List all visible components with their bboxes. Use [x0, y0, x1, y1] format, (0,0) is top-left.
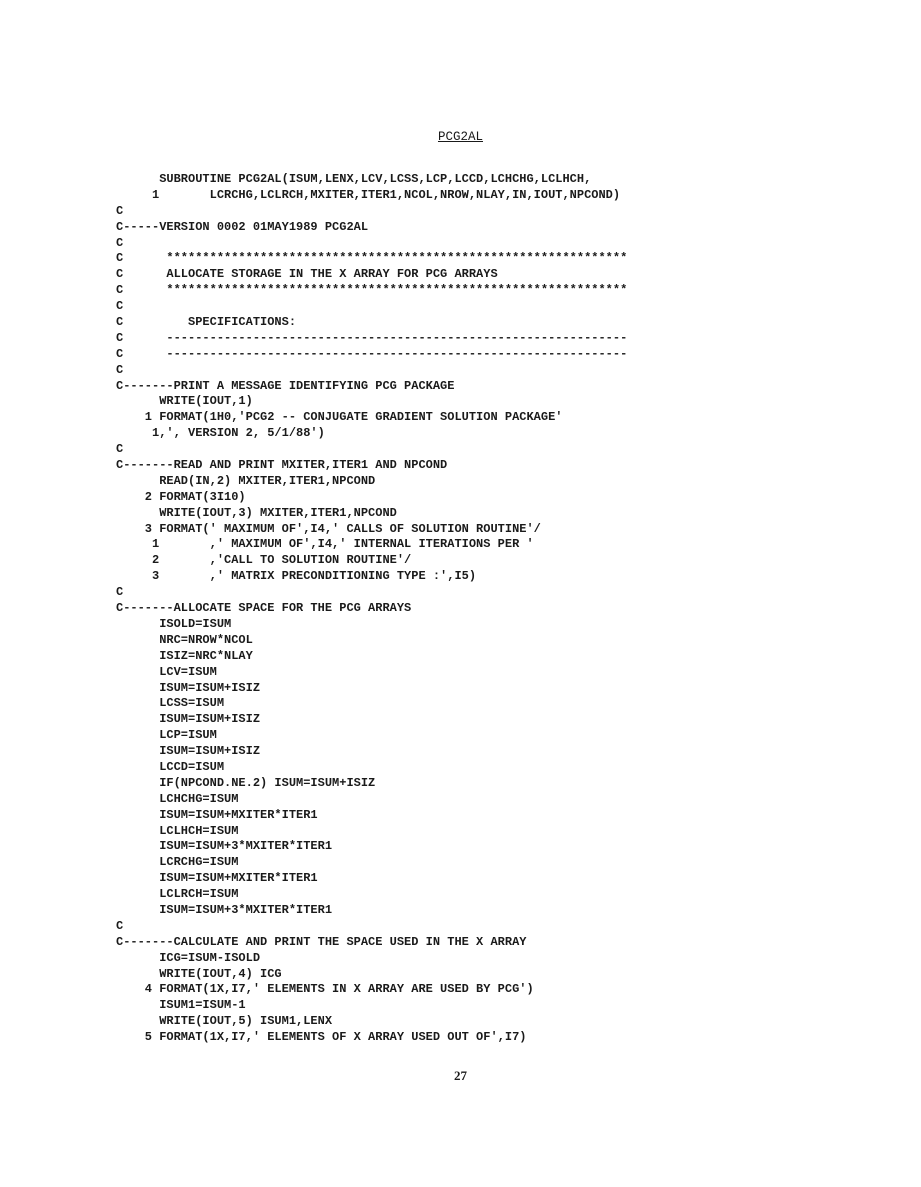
- code-line: LCP=ISUM: [116, 728, 217, 743]
- code-line: ISUM=ISUM+ISIZ: [116, 744, 261, 759]
- code-line: 2 FORMAT(3I10): [116, 489, 246, 504]
- code-line: 1 ,' MAXIMUM OF',I4,' INTERNAL ITERATIONS PER ': [116, 537, 534, 552]
- code-line: C: [116, 362, 124, 377]
- code-line: ISUM=ISUM+ISIZ: [116, 680, 261, 695]
- code-line: WRITE(IOUT,3) MXITER,ITER1,NPCOND: [116, 505, 397, 520]
- code-line: C SPECIFICATIONS:: [116, 315, 297, 330]
- code-line: IF(NPCOND.NE.2) ISUM=ISUM+ISIZ: [116, 775, 376, 790]
- code-line: ICG=ISUM-ISOLD: [116, 950, 261, 965]
- code-line: READ(IN,2) MXITER,ITER1,NPCOND: [116, 473, 376, 488]
- code-line: LCSS=ISUM: [116, 696, 225, 711]
- code-line: C ----------------------------------------------------------------: [116, 330, 628, 345]
- code-line: LCRCHG=ISUM: [116, 855, 239, 870]
- code-line: ISIZ=NRC*NLAY: [116, 648, 253, 663]
- code-line: 5 FORMAT(1X,I7,' ELEMENTS OF X ARRAY USED OUT OF',I7): [116, 1030, 527, 1045]
- code-line: ISUM=ISUM+MXITER*ITER1: [116, 871, 318, 886]
- code-line: C-------CALCULATE AND PRINT THE SPACE USED IN THE X ARRAY: [116, 934, 527, 949]
- code-line: 1,', VERSION 2, 5/1/88'): [116, 426, 325, 441]
- code-line: ISUM=ISUM+3*MXITER*ITER1: [116, 839, 333, 854]
- page-number: 27: [454, 1068, 467, 1083]
- code-line: ISUM=ISUM+ISIZ: [116, 712, 261, 727]
- code-line: C ALLOCATE STORAGE IN THE X ARRAY FOR PCG ARRAYS: [116, 267, 498, 282]
- code-line: WRITE(IOUT,5) ISUM1,LENX: [116, 1014, 333, 1029]
- code-line: C-------ALLOCATE SPACE FOR THE PCG ARRAYS: [116, 601, 412, 616]
- code-line: WRITE(IOUT,1): [116, 394, 253, 409]
- code-line: 2 ,'CALL TO SOLUTION ROUTINE'/: [116, 553, 412, 568]
- code-line: C ****************************************************************: [116, 251, 628, 266]
- code-line: 3 ,' MATRIX PRECONDITIONING TYPE :',I5): [116, 569, 477, 584]
- page-header: PCG2AL: [437, 130, 483, 144]
- code-line: C-----VERSION 0002 01MAY1989 PCG2AL: [116, 219, 369, 234]
- code-line: C ****************************************************************: [116, 283, 628, 298]
- code-listing: [116, 172, 627, 1046]
- code-line: 1 LCRCHG,LCLRCH,MXITER,ITER1,NCOL,NROW,NLAY,IN,IOUT,NPCOND): [116, 187, 621, 202]
- code-line: C: [116, 442, 124, 457]
- code-line: 1 FORMAT(1H0,'PCG2 -- CONJUGATE GRADIENT SOLUTION PACKAGE': [116, 410, 563, 425]
- code-line: ISUM=ISUM+3*MXITER*ITER1: [116, 902, 333, 917]
- code-line: LCHCHG=ISUM: [116, 791, 239, 806]
- code-line: C: [116, 203, 124, 218]
- code-line: C: [116, 585, 124, 600]
- code-line: C: [116, 235, 124, 250]
- code-line: ISUM1=ISUM-1: [116, 998, 246, 1013]
- code-line: LCLHCH=ISUM: [116, 823, 239, 838]
- code-line: C: [116, 299, 124, 314]
- code-line: C-------READ AND PRINT MXITER,ITER1 AND NPCOND: [116, 458, 448, 473]
- code-line: 3 FORMAT(' MAXIMUM OF',I4,' CALLS OF SOLUTION ROUTINE'/: [116, 521, 541, 536]
- code-line: C ----------------------------------------------------------------: [116, 346, 628, 361]
- code-line: WRITE(IOUT,4) ICG: [116, 966, 282, 981]
- code-line: LCV=ISUM: [116, 664, 217, 679]
- code-line: C-------PRINT A MESSAGE IDENTIFYING PCG PACKAGE: [116, 378, 455, 393]
- code-line: 4 FORMAT(1X,I7,' ELEMENTS IN X ARRAY ARE USED BY PCG'): [116, 982, 534, 997]
- code-line: LCLRCH=ISUM: [116, 887, 239, 902]
- code-line: C: [116, 918, 124, 933]
- code-line: ISOLD=ISUM: [116, 616, 232, 631]
- code-line: SUBROUTINE PCG2AL(ISUM,LENX,LCV,LCSS,LCP,LCCD,LCHCHG,LCLHCH,: [116, 172, 592, 186]
- code-line: LCCD=ISUM: [116, 759, 225, 774]
- code-line: ISUM=ISUM+MXITER*ITER1: [116, 807, 318, 822]
- code-line: NRC=NROW*NCOL: [116, 632, 253, 647]
